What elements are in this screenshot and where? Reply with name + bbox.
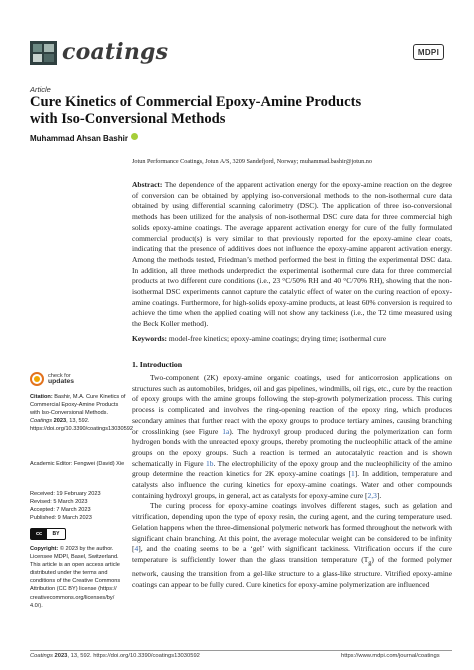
mdpi-logo-text: MDPI <box>417 47 440 57</box>
keywords-text: model-free kinetics; epoxy-amine coatings; drying time; isothermal cure <box>168 334 387 343</box>
intro-paragraph-2 <box>132 501 452 590</box>
abstract <box>132 180 452 330</box>
orcid-icon[interactable] <box>131 133 138 140</box>
affiliation: Jotun Performance Coatings, Jotun A/S, 3209 Sandefjord, Norway; muhammad.bashir@jotun.no <box>132 158 372 165</box>
author-line <box>30 134 138 143</box>
text-run: ]. <box>376 490 382 500</box>
footer-divider <box>30 650 452 651</box>
citation-journal: Coatings <box>30 418 53 425</box>
keywords <box>132 334 452 345</box>
footer-year: 2023 <box>54 653 68 659</box>
article-type: Article <box>30 85 51 94</box>
editor-label: Academic Editor: <box>30 461 73 467</box>
citation-block <box>30 393 133 433</box>
copyright-text: © 2023 by the author. Licensee MDPI, Basel, Switzerland. This article is an open access article distributed under the terms and conditions of the Creative Commons Attribution (CC BY) license (https:// creativecommons.org/licenses/by/ 4.0/). <box>30 546 121 609</box>
footer-doi[interactable]: , 13, 592. https://doi.org/10.3390/coatings13030592 <box>67 653 200 659</box>
citation-text: Bashir, M.A. Cure Kinetics of Commercial Epoxy-Amine Products with Iso-Conversional Methods. <box>30 394 126 417</box>
footer-citation <box>30 653 200 659</box>
text-run: ) of the formed polymer network, causing the transition from a gel-like structure to a glass-like structure. Vitrified epoxy-amine coatings can appear to be fully cured. Cure kinetics for epoxy-amine polymerization are influenced <box>132 554 452 589</box>
text-run: ], and the coating seems to be a ‘gel’ with significant tackiness. Vitrification occurs if the cure temperature is sufficiently lower than the glass transition temperature (T <box>132 544 452 564</box>
citation-link[interactable]: 4 <box>134 544 139 554</box>
keywords-label: Keywords: <box>132 334 167 343</box>
figure-ref-link[interactable]: 1a <box>222 426 230 436</box>
citation-year: 2023 <box>53 418 67 425</box>
editor-name: Fengwei (David) Xie <box>73 461 125 467</box>
journal-name[interactable]: coatings <box>62 39 169 65</box>
check-updates-icon <box>30 372 44 386</box>
citation-link[interactable]: 1 <box>351 469 355 479</box>
academic-editor <box>30 460 126 468</box>
author-name[interactable]: Muhammad Ahsan Bashir <box>30 134 128 143</box>
date-published: Published: 9 March 2023 <box>30 515 92 522</box>
publication-dates <box>30 490 126 522</box>
figure-ref-link[interactable]: 1b <box>205 458 214 468</box>
text-run: ). The hydroxyl group produced during the polymerization can form hydrogen bonds with the unreacted epoxy groups, thereby promoting the nucleophilic attack of the amine groups on the epoxy groups. Such a reaction is termed an autocatalytic reaction and is shown schematically in Figure <box>132 426 452 468</box>
title-line-1: Cure Kinetics of Commercial Epoxy-Amine Products <box>30 94 362 110</box>
citation-label: Citation: <box>30 394 53 400</box>
footer-journal: Coatings <box>30 653 53 659</box>
title-line-2: with Iso-Conversional Methods <box>30 111 226 127</box>
footer-journal-url[interactable]: https://www.mdpi.com/journal/coatings <box>341 653 440 659</box>
text-run: Two-component (2K) epoxy-amine organic coatings, used for anticorrosion applications on structures such as automobiles, bridges, oil and gas pipelines, windmills, oil rigs, etc., cure by the reaction of epoxy groups with the amine groups following the step-growth polymerization process. This curing process is complicated and involves the ring-opening reaction of the epoxy ring, which produces secondary amines that further react with the epoxy groups to produce tertiary amines, causing branching or crosslinking (see Figure <box>132 373 452 436</box>
citation-link[interactable]: 2,3 <box>367 490 377 500</box>
check-for-updates-badge[interactable] <box>30 372 74 386</box>
citation-doi[interactable]: , 13, 592. https://doi.org/10.3390/coatings13030592 <box>30 418 133 433</box>
cc-by-license-icon[interactable] <box>30 528 66 540</box>
date-received: Received: 19 February 2023 <box>30 491 101 497</box>
by-icon: BY <box>52 531 60 537</box>
section-heading: 1. Introduction <box>132 360 183 369</box>
copyright-label: Copyright: <box>30 546 59 552</box>
cc-icon: cc <box>31 529 47 539</box>
text-run: The curing process for epoxy-amine coatings involves different stages, such as gelation and vitrification, depending upon the type of epoxy resin, the curing agent, and the curing temperature used. Gelation happens when the three-dimensional polymeric network has formed throughout the network with significant chain branching. At this point, the average molecular weight can be considered to be infinity [ <box>132 501 452 554</box>
updates-text <box>48 373 74 385</box>
mdpi-logo[interactable] <box>413 44 444 60</box>
subscript: g <box>368 559 372 567</box>
text-run: . The electrophilicity of the epoxy group and the nucleophilicity of the amino group determine the reaction kinetics for 2K epoxy-amine coatings [ <box>132 458 452 479</box>
article-title <box>30 94 450 128</box>
abstract-label: Abstract: <box>132 180 163 189</box>
introduction-body <box>132 373 452 591</box>
updates-line-2: updates <box>48 378 75 385</box>
text-run: ]. In addition, temperature and catalysts also influence the curing kinetics for epoxy-amine coatings. Water and other compounds containing hydroxyl groups, in general, act as catalysts for epoxy-amine cure [ <box>132 469 453 500</box>
intro-paragraph-1 <box>132 373 452 501</box>
journal-logo-icon <box>30 41 57 65</box>
abstract-text: The dependence of the apparent activation energy for the epoxy-amine reaction on the degree of conversion can be obtained by applying iso-conversional methods to the non-isothermal cure data obtained by using differential scanning calorimetry (DSC). The application of three iso-conversional methods has been utilized for the analysis of non-isothermal DSC cure data for three commercial high solids epoxy-amine coatings. The average apparent activation energy for cure of the fully formulated commercial product(s) is very similar to that previously reported for the epoxy-amine clear coats, indicating that the presence of additives does not influence the epoxy-amine apparent activation energy. Among the methods tested, Friedman’s method performed the best in fitting the experimental DSC data. In addition, all three methods underpredict the experimental isothermal cure data for three commercial products at two different cure conditions (i.e., 23 °C/50% RH and 40 °C/70% RH), showing that the non-isothermal DSC experiments cannot capture the catalytic effect of water on the curing reaction of epoxy-amine coatings. Furthermore, for high-solids epoxy-amine products, at least 60% conversion is required to achieve the time when the applied coating will not show any tackiness (i.e., the T2 time measured using the Beck Koller method). <box>132 180 452 329</box>
date-accepted: Accepted: 7 March 2023 <box>30 507 91 514</box>
copyright-notice <box>30 545 126 610</box>
date-revised: Revised: 5 March 2023 <box>30 499 88 506</box>
updates-line-1: check for <box>48 372 71 379</box>
